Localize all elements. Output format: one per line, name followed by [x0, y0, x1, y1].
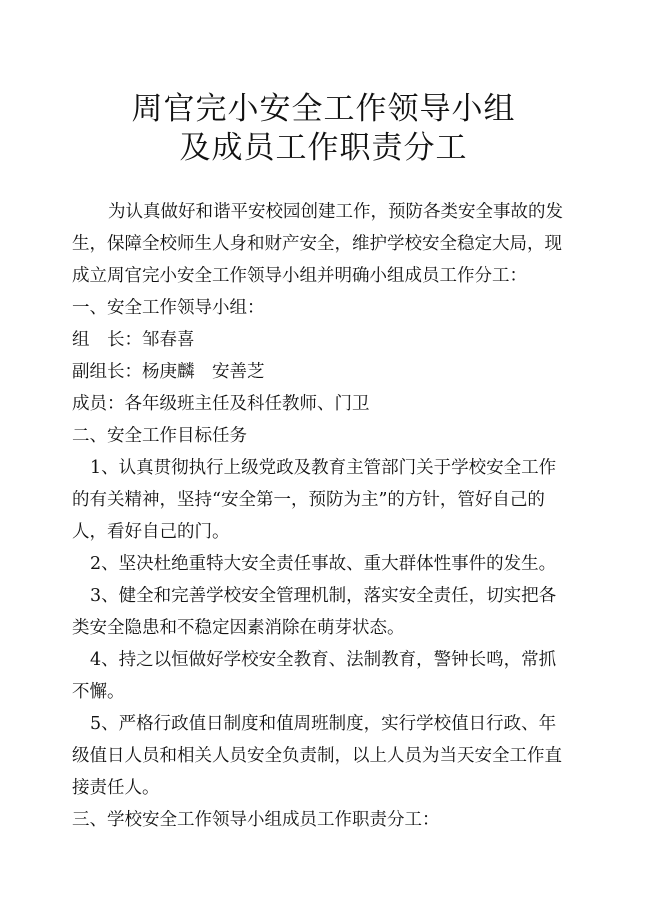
task4-line1: 4、持之以恒做好学校安全教育、法制教育，警钟长鸣，常抓 — [90, 650, 557, 670]
intro-paragraph-line1: 为认真做好和谐平安校园创建工作，预防各类安全事故的发 — [108, 202, 563, 222]
task2-line1: 2、坚决杜绝重特大安全责任事故、重大群体性事件的发生。 — [90, 554, 557, 574]
intro-paragraph-line2: 生，保障全校师生人身和财产安全，维护学校安全稳定大局，现 — [72, 234, 562, 254]
section2-heading: 二、安全工作目标任务 — [72, 426, 247, 446]
section3-heading: 三、学校安全工作领导小组成员工作职责分工： — [72, 810, 440, 830]
task5-line1: 5、严格行政值日制度和值周班制度，实行学校值日行政、年 — [90, 714, 557, 734]
leader-line: 组 长：邹春喜 — [72, 330, 195, 350]
task5-line2: 级值日人员和相关人员安全负责制，以上人员为当天安全工作直 — [72, 746, 562, 766]
task1-line3: 人，看好自己的门。 — [72, 522, 230, 542]
task3-line1: 3、健全和完善学校安全管理机制，落实安全责任，切实把各 — [90, 586, 557, 606]
task4-line2: 不懈。 — [72, 682, 125, 702]
document-title-line1: 周官完小安全工作领导小组 — [131, 91, 516, 127]
deputy-leader-line: 副组长：杨庚麟 安善芝 — [72, 362, 265, 382]
task1-line2: 的有关精神，坚持“安全第一，预防为主”的方针，管好自己的 — [72, 490, 545, 510]
section1-heading: 一、安全工作领导小组： — [72, 298, 265, 318]
intro-paragraph-line3: 成立周官完小安全工作领导小组并明确小组成员工作分工： — [72, 266, 527, 286]
document-title-line2: 及成员工作职责分工 — [179, 130, 468, 166]
task3-line2: 类安全隐患和不稳定因素消除在萌芽状态。 — [72, 618, 405, 638]
task5-line3: 接责任人。 — [72, 778, 160, 798]
document-body — [72, 196, 582, 836]
task1-line1: 1、认真贯彻执行上级党政及教育主管部门关于学校安全工作 — [90, 458, 557, 478]
members-line: 成员：各年级班主任及科任教师、门卫 — [72, 394, 370, 414]
